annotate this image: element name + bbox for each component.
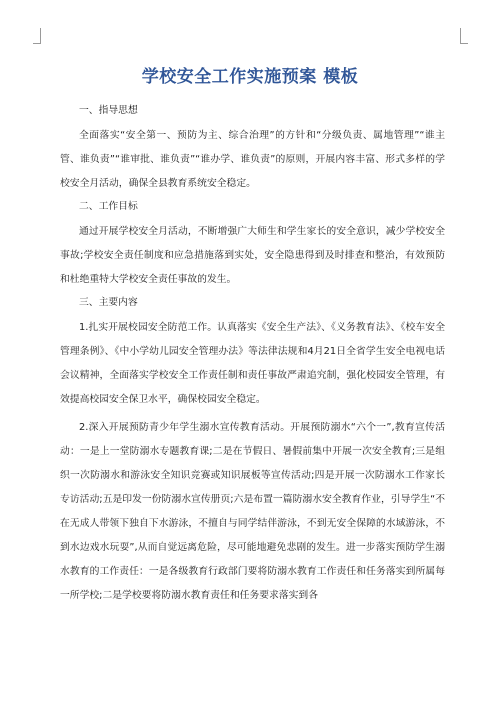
section-heading-3: 三、主要内容 — [79, 297, 138, 308]
section-heading-2: 二、工作目标 — [79, 201, 138, 212]
document-title: 学校安全工作实施预案 模板 — [141, 67, 359, 87]
document-body — [60, 104, 445, 612]
crop-mark-top-left — [33, 28, 41, 44]
section-3-paragraph-1: 1.扎实开展校园安全防范工作。认真落实《安全生产法》、《义务教育法》、《校车安全管理条例》、《中小学幼儿园安全管理办法》等法律法规和4月21日全省学生安全电视电话会议精神，全面落实学校安全工作责任制和责任事故严肃追究制，强化校园安全管理，有效提高校园安全保卫水平，确保校园安全稳定。 — [60, 322, 445, 405]
crop-mark-top-right — [460, 28, 468, 44]
section-3-paragraph-2: 2.深入开展预防青少年学生溺水宣传教育活动。开展预防溺水“六个一”,教育宣传活动：一是上一堂防溺水专题教育课;二是在节假日、暑假前集中开展一次安全教育;三是组织一次防溺水和游泳安全知识竞赛或知识展板等宣传活动;四是开展一次防溺水工作家长专访活动;五是印发一份防溺水宣传册页;六是布置一篇防溺水安全教育作业，引导学生“不在无成人带领下独自下水游泳，不擅自与同学结伴游泳，不到无安全保障的水域游泳，不到水边戏水玩耍”,从而自觉远离危险，尽可能地避免悲剧的发生。进一步落实预防学生溺水教育的工作责任：一是各级教育行政部门要将防溺水教育工作责任和任务落实到所属每一所学校;二是学校要将防溺水教育责任和任务要求落实到各 — [60, 422, 445, 601]
section-2-paragraph-1: 通过开展学校安全月活动，不断增强广大师生和学生家长的安全意识，减少学校安全事故;学校安全责任制度和应急措施落到实处，安全隐患得到及时排查和整治，有效预防和杜绝重特大学校安全责任事故的发生。 — [60, 226, 445, 285]
section-1-paragraph-1: 全面落实“安全第一、预防为主、综合治理”的方针和“分级负责、属地管理”“谁主管、谁负责”“谁审批、谁负责”“谁办学、谁负责”的原则，开展内容丰富、形式多样的学校安全月活动，确保全县教育系统安全稳定。 — [60, 130, 445, 189]
section-heading-1: 一、指导思想 — [79, 105, 138, 116]
